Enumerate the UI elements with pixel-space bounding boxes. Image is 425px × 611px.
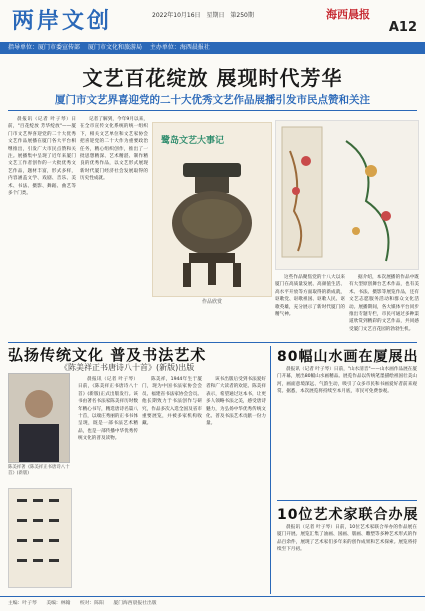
portrait-illustration <box>9 374 69 462</box>
lead-col-1: 晨报讯（记者 叶子琴）日前，"百花绽放 芳华绽放"——厦门市文艺界喜迎党的二十大优秀文艺作品展播在厦门各大平台相继推出，引发广大市民点赞和关注。展播集中呈现了近年来厦门文艺工作者创作的一大批优秀文艺作品，题材丰富，形式多样，内容涵盖文学、戏剧、音乐、美术、书法、摄影、舞蹈、曲艺等多个门类。 <box>8 117 76 197</box>
article-a-col-1: 晨报讯（记者 叶子琴）日前，《陈美祥正书唐诗八十首》(新版)正式出版发行。该书由著名书法家陈美祥历时数年精心书写，精选唐诗名篇八十首，以端庄秀丽的正书书体呈现，既是一部书法艺术精品，也是一部传播中华优秀传统文化的普及读物。 <box>78 377 138 442</box>
calligraphy-illustration <box>9 489 71 587</box>
sponsor-2: 厦门市文化和旅游局 <box>87 44 142 51</box>
vase-photo <box>152 122 272 297</box>
lead-headline: 文艺百花绽放 展现时代芳华 <box>82 66 343 90</box>
vase-caption: 作品欣赏 <box>201 299 222 305</box>
sponsor-bar <box>0 42 425 54</box>
issue-date: 2022年10月16日 <box>152 12 201 19</box>
divider <box>277 500 417 501</box>
page-number: A12 <box>388 20 417 35</box>
painting-illustration <box>276 121 418 269</box>
article-b-body: 晨报讯（记者 叶子琴）日前，"山水清音"——山水画作品展在厦门开幕，展出80幅山水画精品。展览作品以传统笔墨描绘祖国壮美山河，画面意境深远、气韵生动，吸引了众多市民和书画爱好者前来观赏。据悉，本次展览将持续至本月底，市民可免费参观。 <box>277 367 417 395</box>
article-a-col-2: 陈美祥，1944年生于厦门，现为中国书法家协会会员、福建省书法家协会会员。他长期致力于书法创作与研究，作品多次入选全国及省市重要展览，并被多家机构收藏。 <box>142 377 202 427</box>
masthead <box>8 4 417 38</box>
page-footer <box>0 596 425 611</box>
sponsor-1: 指导单位：厦门市委宣传部 <box>8 44 81 51</box>
portrait-caption: 陈美祥著《陈美祥正书唐诗八十首》(新版) <box>8 465 70 476</box>
issue-weekday: 星期日 <box>206 12 225 19</box>
issue-number: 第250期 <box>230 12 254 19</box>
divider <box>8 342 417 343</box>
newspaper-logo: 海西晨报 <box>326 8 370 21</box>
article-a-headline: 弘扬传统文化 普及书法艺术 <box>8 346 207 364</box>
footer-proofreader: 校对：陈阳 <box>79 601 104 606</box>
artwork-photo <box>275 120 419 270</box>
article-c-body: 晨报讯（记者 叶子琴）日前，10位艺术家联合举办的作品展在厦门开展。展览汇集了油画、国画、版画、雕塑等多种艺术形式的作品百余件，展现了艺术家们多年来的创作成果和艺术探索。展览将持续至下月初。 <box>277 525 417 553</box>
lead-col-2: 记者了解到，今年9月以来，在全市宣传文化系统的统一组织下，相关文艺单位和文艺家协会把喜迎党的二十大作为重要政治任务，精心组织创作，推出了一批思想精深、艺术精湛、制作精良的优秀作品，以文艺形式展现新时代厦门经济社会发展取得的历史性成就。 <box>80 117 148 182</box>
divider <box>8 110 417 111</box>
vase-illustration <box>153 123 271 296</box>
footer-designer: 美编：林翰 <box>46 601 71 606</box>
article-a-subheadline: 《陈美祥正书唐诗八十首》(新版)出版 <box>60 363 195 372</box>
vertical-divider <box>270 346 271 594</box>
footer-publisher: 厦门海西晨报社出版 <box>113 601 157 606</box>
issue-meta <box>152 10 258 19</box>
section-title: 两岸文创 <box>12 9 113 34</box>
author-portrait <box>8 373 70 463</box>
lead-subheadline: 厦门市文艺界喜迎党的二十大优秀文艺作品展播引发市民点赞和关注 <box>55 94 370 106</box>
lead-col-3: 这些作品聚焦党的十八大以来厦门在高质量发展、高颜值生活、高水平开放等方面取得的新成就，讴歌党、讴歌祖国、讴歌人民、讴歌英雄，充分展示了新时代厦门的精气神。 <box>275 275 345 318</box>
calligraphy-photo <box>8 488 72 588</box>
vase-title: 鹭岛文艺大事记 <box>161 136 225 146</box>
lead-col-4: 据介绍，本次展播的作品中既有大型原创舞台艺术作品，也有美术、书法、摄影等展览作品，还有文艺志愿服务活动和群众文化活动。展播期间，各大媒体平台同步推出专题专栏，市民可通过多种渠道欣赏到精彩的文艺作品，共同感受厦门文艺百花园的勃勃生机。 <box>349 275 419 332</box>
article-a-col-3: 该书出版后受到书法爱好者和广大读者的欢迎。陈美祥表示，希望通过这本书，让更多人领略书法之美，感受唐诗魅力，为弘扬中华优秀传统文化、普及书法艺术贡献一份力量。 <box>206 377 266 427</box>
footer-editor: 主编：叶子琴 <box>8 601 37 606</box>
sponsor-3: 主办单位：海西晨报社 <box>149 44 210 51</box>
article-c-headline: 10位艺术家联合办展 <box>277 507 419 523</box>
article-b-headline: 80幅山水画在厦展出 <box>277 349 419 365</box>
